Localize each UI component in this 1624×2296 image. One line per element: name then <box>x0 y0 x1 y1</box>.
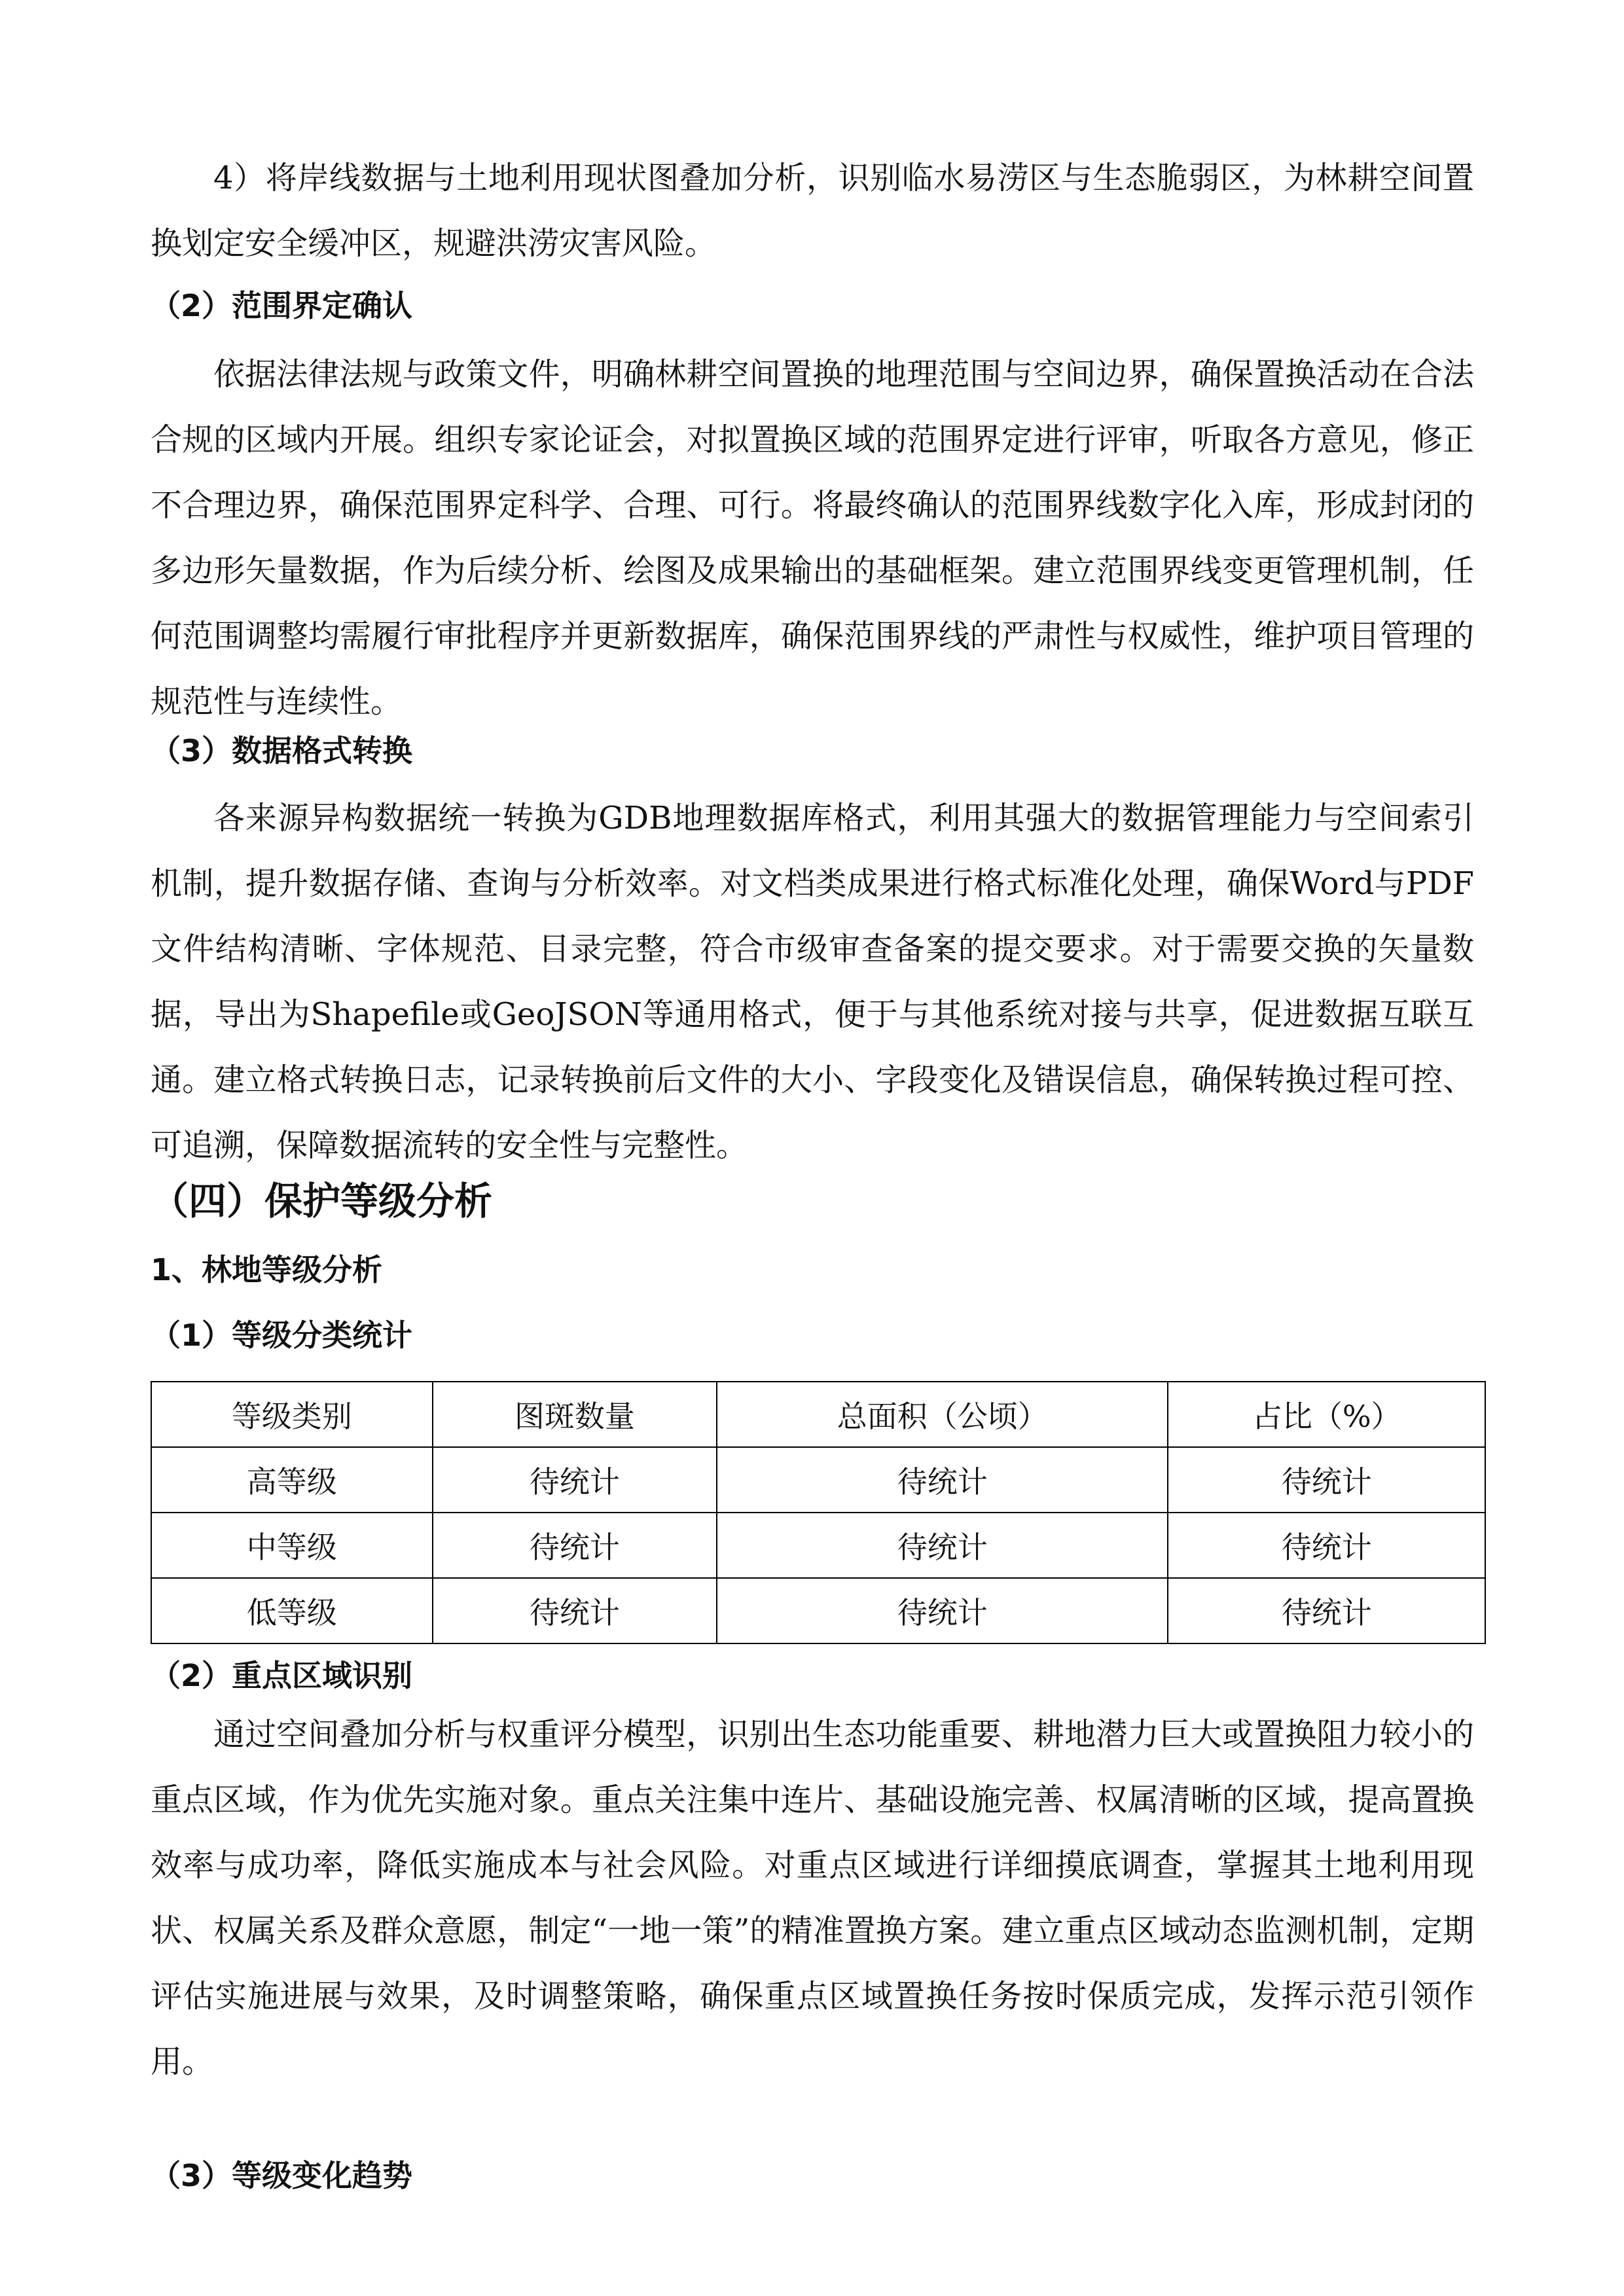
table-cell: 待统计 <box>433 1578 717 1643</box>
heading-level-change-trend: （3）等级变化趋势 <box>151 2158 413 2193</box>
heading-key-area-identification: （2）重点区域识别 <box>151 1658 413 1693</box>
table-header-cell: 总面积（公顷） <box>717 1382 1168 1447</box>
heading-forest-level-analysis: 1、林地等级分析 <box>151 1252 383 1287</box>
table-cell: 待统计 <box>717 1447 1168 1513</box>
heading-level-statistics: （1）等级分类统计 <box>151 1318 413 1353</box>
table-cell: 低等级 <box>151 1578 433 1643</box>
table-cell: 待统计 <box>1168 1578 1485 1643</box>
paragraph-scope-confirmation: 依据法律法规与政策文件，明确林耕空间置换的地理范围与空间边界，确保置换活动在合法合规的区域内开展。组织专家论证会，对拟置换区域的范围界定进行评审，听取各方意见，修正不合理边界，确保范围界定科学、合理、可行。将最终确认的范围界线数字化入库，形成封闭的多边形矢量数据，作为后续分析、绘图及成果输出的基础框架。建立范围界线变更管理机制，任何范围调整均需履行审批程序并更新数据库，确保范围界线的严肃性与权威性，维护项目管理的规范性与连续性。 <box>151 356 1474 720</box>
table-header-cell: 等级类别 <box>151 1382 433 1447</box>
table-cell: 待统计 <box>433 1447 717 1513</box>
table-cell: 待统计 <box>1168 1513 1485 1578</box>
paragraph-key-area-identification: 通过空间叠加分析与权重评分模型，识别出生态功能重要、耕地潜力巨大或置换阻力较小的重点区域，作为优先实施对象。重点关注集中连片、基础设施完善、权属清晰的区域，提高置换效率与成功率，降低实施成本与社会风险。对重点区域进行详细摸底调查，掌握其土地利用现状、权属关系及群众意愿，制定“一地一策”的精准置换方案。建立重点区域动态监测机制，定期评估实施进展与效果，及时调整策略，确保重点区域置换任务按时保质完成，发挥示范引领作用。 <box>151 1716 1474 2080</box>
table-cell: 待统计 <box>433 1513 717 1578</box>
table-cell: 待统计 <box>717 1578 1168 1643</box>
table-row <box>151 1513 1485 1578</box>
table-cell: 待统计 <box>1168 1447 1485 1513</box>
table-header-row <box>151 1382 1485 1447</box>
table-row <box>151 1447 1485 1513</box>
table-cell: 中等级 <box>151 1513 433 1578</box>
heading-data-format-conversion: （3）数据格式转换 <box>151 733 413 768</box>
table-header-cell: 占比（%） <box>1168 1382 1485 1447</box>
table-header-cell: 图斑数量 <box>433 1382 717 1447</box>
grade-statistics-table <box>151 1381 1486 1644</box>
paragraph-shoreline-analysis: 4）将岸线数据与土地利用现状图叠加分析，识别临水易涝区与生态脆弱区，为林耕空间置换划定安全缓冲区，规避洪涝灾害风险。 <box>151 160 1474 262</box>
table-row <box>151 1578 1485 1643</box>
paragraph-data-format-conversion: 各来源异构数据统一转换为GDB地理数据库格式，利用其强大的数据管理能力与空间索引机制，提升数据存储、查询与分析效率。对文档类成果进行格式标准化处理，确保Word与PDF文件结构清晰、字体规范、目录完整，符合市级审查备案的提交要求。对于需要交换的矢量数据，导出为Shapefile或GeoJSON等通用格式，便于与其他系统对接与共享，促进数据互联互通。建立格式转换日志，记录转换前后文件的大小、字段变化及错误信息，确保转换过程可控、可追溯，保障数据流转的安全性与完整性。 <box>151 800 1474 1164</box>
heading-scope-confirmation: （2）范围界定确认 <box>151 288 413 323</box>
table-cell: 待统计 <box>717 1513 1168 1578</box>
table-cell: 高等级 <box>151 1447 433 1513</box>
heading-protection-level-analysis: （四）保护等级分析 <box>151 1179 493 1223</box>
